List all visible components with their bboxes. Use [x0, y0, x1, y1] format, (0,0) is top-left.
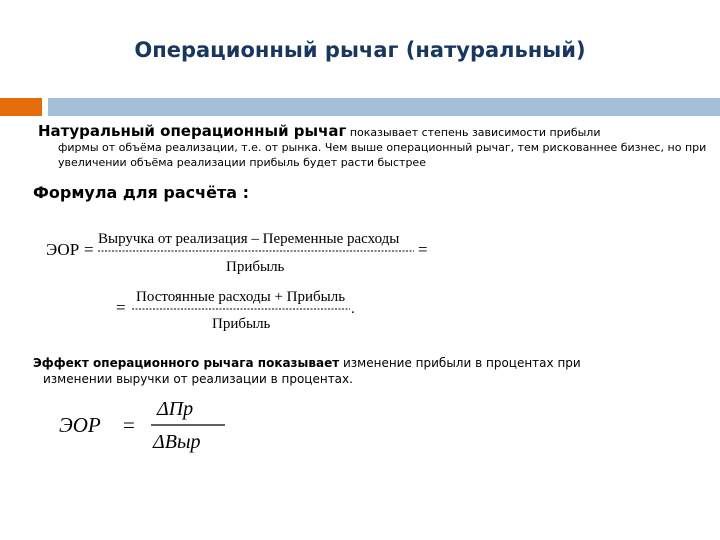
intro-bold: Натуральный операционный рычаг: [38, 122, 347, 140]
accent-bar-blue: [48, 98, 720, 116]
formula1-lhs: ЭОР: [46, 240, 80, 259]
intro-rest: фирмы от объёма реализации, т.е. от рынка. Чем выше операционный рычаг, тем рискованнее бизнес, но при увеличении объёма реализации прибыль будет расти быстрее: [58, 141, 707, 169]
effect-bold: Эффект операционного рычага показывает: [33, 356, 340, 370]
formula2-num: ΔПр: [157, 398, 194, 420]
formula2-eq: =: [123, 413, 135, 437]
formula2-den: ΔВыр: [153, 431, 201, 453]
intro-paragraph: [38, 124, 708, 170]
formula1-eq2: =: [418, 240, 428, 259]
formula1-den1: Прибыль: [226, 259, 285, 275]
formula2-lhs: ЭОР: [59, 413, 101, 437]
effect-rest: изменении выручки от реализации в процентах.: [43, 372, 353, 386]
formula-2: [55, 395, 245, 457]
accent-bar-orange: [0, 98, 42, 116]
effect-line1: изменение прибыли в процентах при: [339, 356, 581, 370]
intro-line1: показывает степень зависимости прибыли: [346, 126, 601, 139]
formula1-num2: Постоянные расходы + Прибыль: [136, 289, 346, 305]
formula1-den2: Прибыль: [212, 316, 271, 332]
slide-title: Операционный рычаг (натуральный): [134, 38, 586, 62]
formula-heading: Формула для расчёта :: [33, 183, 249, 202]
formula1-num1: Выручка от реализация – Переменные расходы: [98, 231, 400, 247]
formula1-eq3: =: [116, 298, 126, 317]
effect-paragraph: [33, 355, 693, 387]
formula-1: [40, 218, 440, 336]
formula1-eq1: =: [84, 240, 94, 259]
formula1-end: .: [351, 301, 355, 317]
